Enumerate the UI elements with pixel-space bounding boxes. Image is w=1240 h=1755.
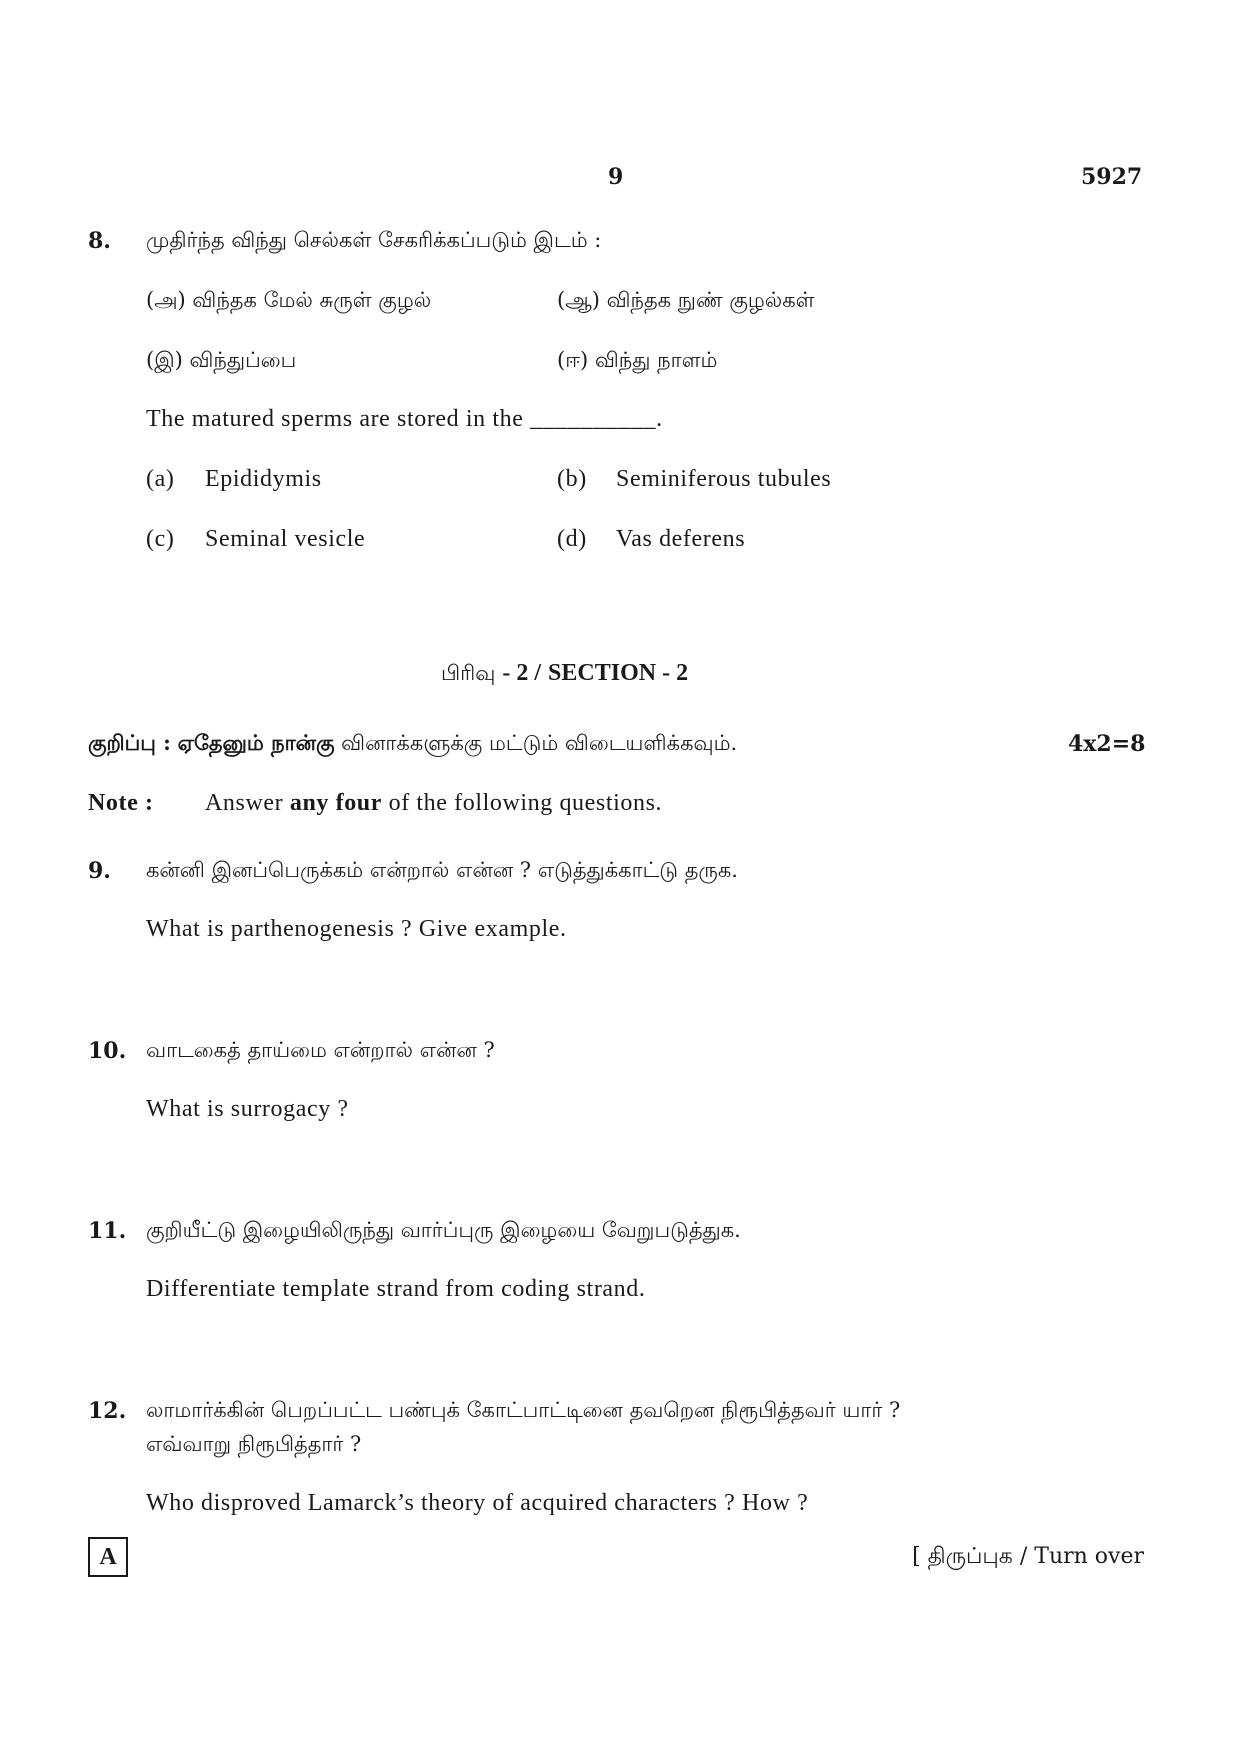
q11-tamil-text: குறியீட்டு இழையிலிருந்து வார்ப்புரு இழையை வேறுபடுத்துக. — [146, 1218, 741, 1242]
instruction-tamil-rest: வினாக்களுக்கு மட்டும் விடையளிக்கவும். — [341, 731, 738, 755]
option-text: விந்தக நுண் குழல்கள் — [606, 288, 815, 312]
q12-english-text: Who disproved Lamarck’s theory of acquired characters ? How ? — [146, 1490, 809, 1516]
note-post: of the following questions. — [388, 790, 663, 816]
q8-tamil-option-c — [146, 348, 296, 375]
question-number-8: 8. — [88, 228, 111, 254]
q8-option-b-label: (b) — [557, 466, 587, 492]
marks-allocation: 4x2=8 — [1068, 731, 1146, 757]
q8-option-a-text: Epididymis — [205, 466, 322, 492]
turn-over-text: [ திருப்புக / Turn over — [912, 1544, 1144, 1569]
q8-option-a-label: (a) — [146, 466, 175, 492]
section-heading — [441, 660, 688, 688]
version-box: A — [88, 1537, 128, 1577]
q8-tamil-option-d — [557, 348, 717, 375]
q8-option-d-text: Vas deferens — [616, 526, 746, 552]
q8-tamil-option-b — [557, 288, 815, 315]
q9-tamil-text: கன்னி இனப்பெருக்கம் என்றால் என்ன ? எடுத்துக்காட்டு தருக. — [146, 858, 738, 882]
note-text — [205, 790, 662, 817]
option-text: விந்துப்பை — [189, 348, 297, 372]
note-label: Note : — [88, 790, 154, 816]
q8-tamil-option-a — [146, 288, 431, 315]
option-label: (அ) — [146, 288, 186, 312]
q10-english-text: What is surrogacy ? — [146, 1096, 349, 1122]
note-bold: any four — [289, 790, 382, 816]
q8-option-d-label: (d) — [557, 526, 587, 552]
paper-code: 5927 — [1081, 164, 1143, 190]
q8-english-text: The matured sperms are stored in the __________. — [146, 406, 663, 432]
section-heading-tamil: பிரிவு — [441, 661, 496, 685]
instruction-tamil — [88, 730, 737, 758]
q8-tamil-text: முதிர்ந்த விந்து செல்கள் சேகரிக்கப்படும் இடம் : — [146, 228, 602, 252]
instruction-tamil-bold: ஏதேனும் நான்கு — [177, 730, 335, 755]
option-label: (இ) — [146, 348, 183, 372]
option-text: விந்து நாளம் — [594, 348, 718, 372]
q11-english-text: Differentiate template strand from coding strand. — [146, 1276, 646, 1302]
option-text: விந்தக மேல் சுருள் குழல் — [192, 288, 432, 312]
q8-option-b-text: Seminiferous tubules — [616, 466, 832, 492]
q12-tamil-text-line2: எவ்வாறு நிரூபித்தார் ? — [146, 1432, 362, 1456]
question-number-12: 12. — [88, 1398, 127, 1424]
option-label: (ஈ) — [557, 348, 589, 372]
question-number-11: 11. — [88, 1218, 127, 1244]
q12-tamil-text: லாமார்க்கின் பெறப்பட்ட பண்புக் கோட்பாட்டினை தவறென நிரூபித்தவர் யார் ? — [146, 1398, 901, 1422]
note-pre: Answer — [205, 790, 284, 816]
question-number-9: 9. — [88, 858, 111, 884]
section-heading-number: - 2 / — [502, 660, 542, 686]
q10-tamil-text: வாடகைத் தாய்மை என்றால் என்ன ? — [146, 1038, 495, 1062]
question-number-10: 10. — [88, 1038, 127, 1064]
section-heading-english: SECTION - 2 — [548, 660, 689, 686]
page-number: 9 — [608, 164, 624, 190]
q9-english-text: What is parthenogenesis ? Give example. — [146, 916, 567, 942]
option-label: (ஆ) — [557, 288, 600, 312]
instruction-tamil-label: குறிப்பு : — [88, 730, 171, 755]
q8-option-c-label: (c) — [146, 526, 175, 552]
q8-option-c-text: Seminal vesicle — [205, 526, 366, 552]
